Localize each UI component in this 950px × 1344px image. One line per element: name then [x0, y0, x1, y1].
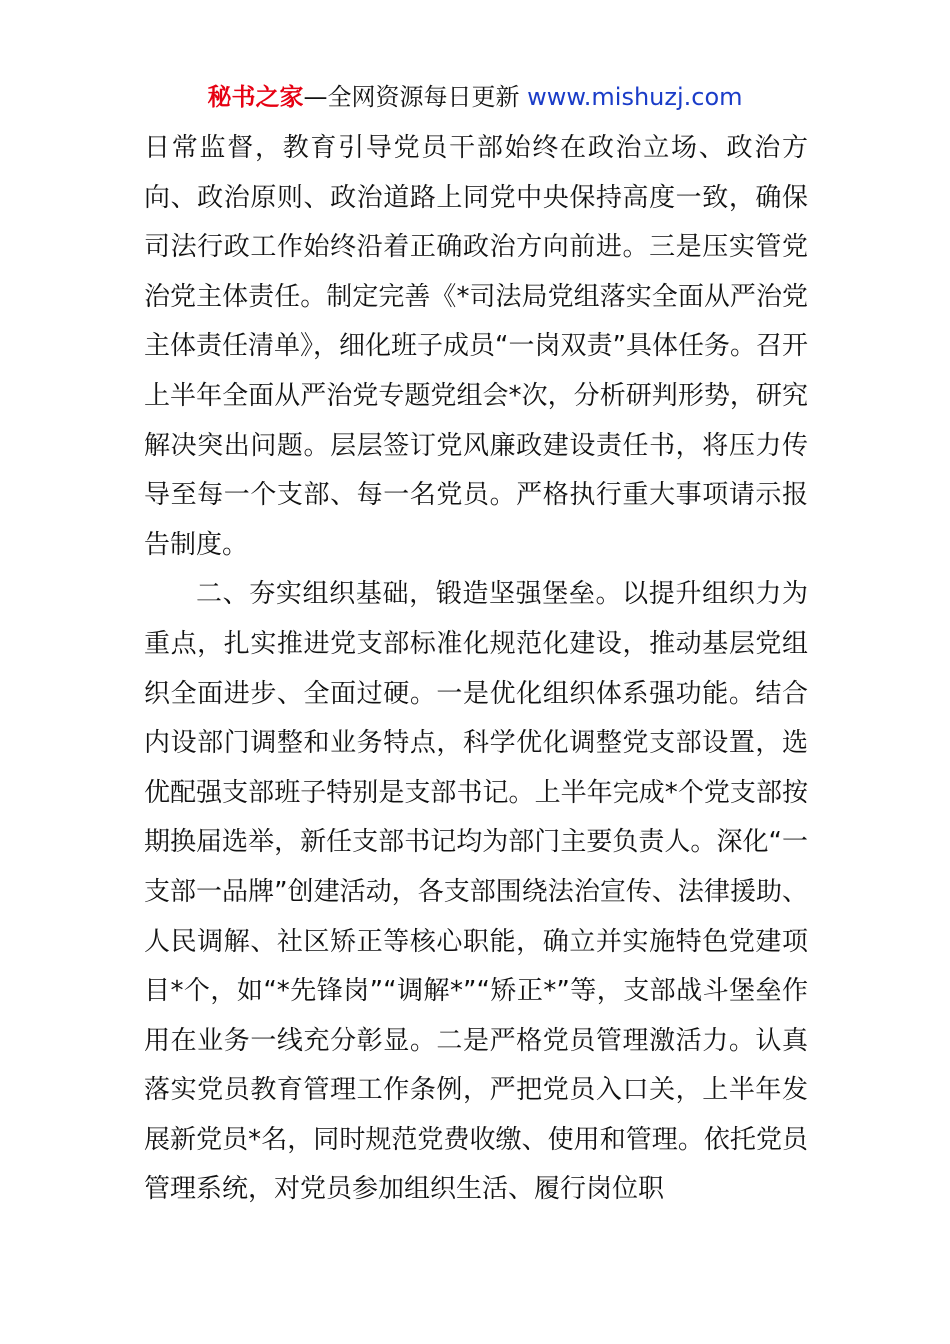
paragraph-section-two: 二、夯实组织基础，锻造坚强堡垒。以提升组织力为重点，扎实推进党支部标准化规范化建设，推动基层党组织全面进步、全面过硬。一是优化组织体系强功能。结合内设部门调整和业务特点，科学优化调整党支部设置，选优配强支部班子特别是支部书记。上半年完成*个党支部按期换届选举，新任支部书记均为部门主要负责人。深化“一支部一品牌”创建活动，各支部围绕法治宣传、法律援助、人民调解、社区矫正等核心职能，确立并实施特色党建项目*个，如“*先锋岗”“调解*”“矫正*”等，支部战斗堡垒作用在业务一线充分彰显。二是严格党员管理激活力。认真落实党员教育管理工作条例，严把党员入口关，上半年发展新党员*名，同时规范党费收缴、使用和管理。依托党员管理系统，对党员参加组织生活、履行岗位职 — [144, 579, 808, 1205]
paragraph-continued: 日常监督，教育引导党员干部始终在政治立场、政治方向、政治原则、政治道路上同党中央保持高度一致，确保司法行政工作始终沿着正确政治方向前进。三是压实管党治党主体责任。制定完善《*司法局党组落实全面从严治党主体责任清单》，细化班子成员“一岗双责”具体任务。召开上半年全面从严治党专题党组会*次，分析研判形势，研究解决突出问题。层层签订党风廉政建设责任书，将压力传导至每一个支部、每一名党员。严格执行重大事项请示报告制度。 — [144, 133, 808, 560]
header-url-link[interactable]: www.mishuzj.com — [527, 83, 743, 111]
document-body — [144, 124, 808, 1215]
header-brand: 秘书之家 — [207, 83, 304, 111]
page-header — [0, 80, 950, 114]
header-tagline: —全网资源每日更新 — [303, 83, 520, 111]
